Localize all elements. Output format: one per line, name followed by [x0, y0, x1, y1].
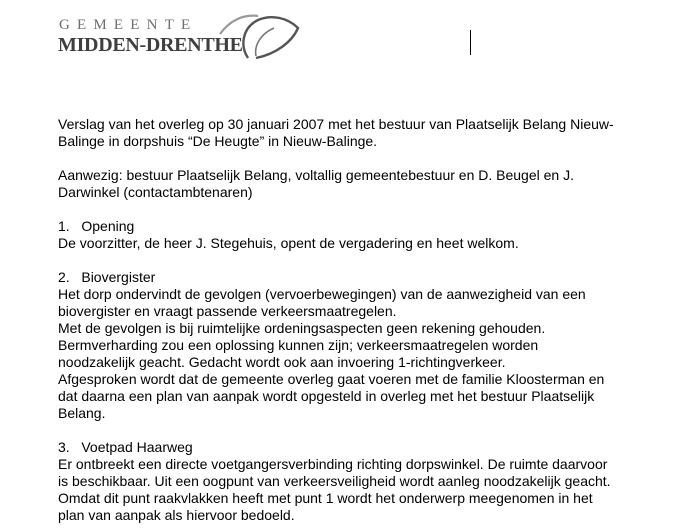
section-text-line: Afgesproken wordt dat de gemeente overleg gaat voeren met de familie Kloosterman en — [58, 371, 605, 387]
logo-text-municipality-name: MIDDEN-DRENTHE — [58, 34, 243, 56]
section-text-line: dat daarna een plan van aanpak wordt opgesteld in overleg met het bestuur Plaatselijk — [58, 388, 595, 404]
section-title: Voetpad Haarweg — [81, 439, 193, 455]
section-text-line: plan van aanpak als hiervoor bedoeld. — [58, 507, 295, 523]
section-text-line: noodzakelijk geacht. Gedacht wordt ook aan invoering 1-richtingverkeer. — [58, 354, 506, 370]
section-heading-voetpad-haarweg — [58, 439, 658, 456]
section-number: 2. — [58, 269, 70, 285]
logo-text-gemeente: GEMEENTE — [59, 17, 198, 33]
section-number: 1. — [58, 218, 70, 234]
document-body — [58, 116, 658, 524]
section-number: 3. — [58, 439, 70, 455]
intro-line: Balinge in dorpshuis “De Heugte” in Nieuw-Balinge. — [58, 133, 378, 149]
section-title: Opening — [81, 218, 135, 234]
section-heading-opening — [58, 218, 658, 235]
paragraph-gap — [58, 201, 658, 218]
section-text-line: biovergister en vraagt passende verkeersmaatregelen. — [58, 303, 397, 319]
section-title: Biovergister — [81, 269, 156, 285]
municipality-logo — [58, 14, 308, 64]
paragraph-gap — [58, 150, 658, 167]
section-text-line: Belang. — [58, 405, 106, 421]
section-text-line: De voorzitter, de heer J. Stegehuis, opent de vergadering en heet welkom. — [58, 235, 519, 251]
section-text-line: Omdat dit punt raakvlakken heeft met punt 1 wordt het onderwerp meegenomen in het — [58, 490, 593, 506]
section-text-line: Bermverharding zou een oplossing kunnen zijn; verkeersmaatregelen worden — [58, 337, 539, 353]
header-divider — [470, 30, 471, 55]
section-text-line: Met de gevolgen is bij ruimtelijke ordeningsaspecten geen rekening gehouden. — [58, 320, 546, 336]
intro-line: Verslag van het overleg op 30 januari 2007 met het bestuur van Plaatselijk Belang Nieuw- — [58, 116, 614, 132]
attendance-line: Aanwezig: bestuur Plaatselijk Belang, voltallig gemeentebestuur en D. Beugel en J. — [58, 167, 574, 183]
attendance-line: Darwinkel (contactambtenaren) — [58, 184, 253, 200]
section-text-line: Er ontbreekt een directe voetgangersverbinding richting dorpswinkel. De ruimte daarvoor — [58, 456, 608, 472]
section-text-line: is beschikbaar. Uit een oogpunt van verkeersveiligheid wordt aanleg noodzakelijk geacht. — [58, 473, 611, 489]
paragraph-gap — [58, 422, 658, 439]
section-heading-biovergister — [58, 269, 658, 286]
section-text-line: Het dorp ondervindt de gevolgen (vervoerbewegingen) van de aanwezigheid van een — [58, 286, 586, 302]
paragraph-gap — [58, 252, 658, 269]
